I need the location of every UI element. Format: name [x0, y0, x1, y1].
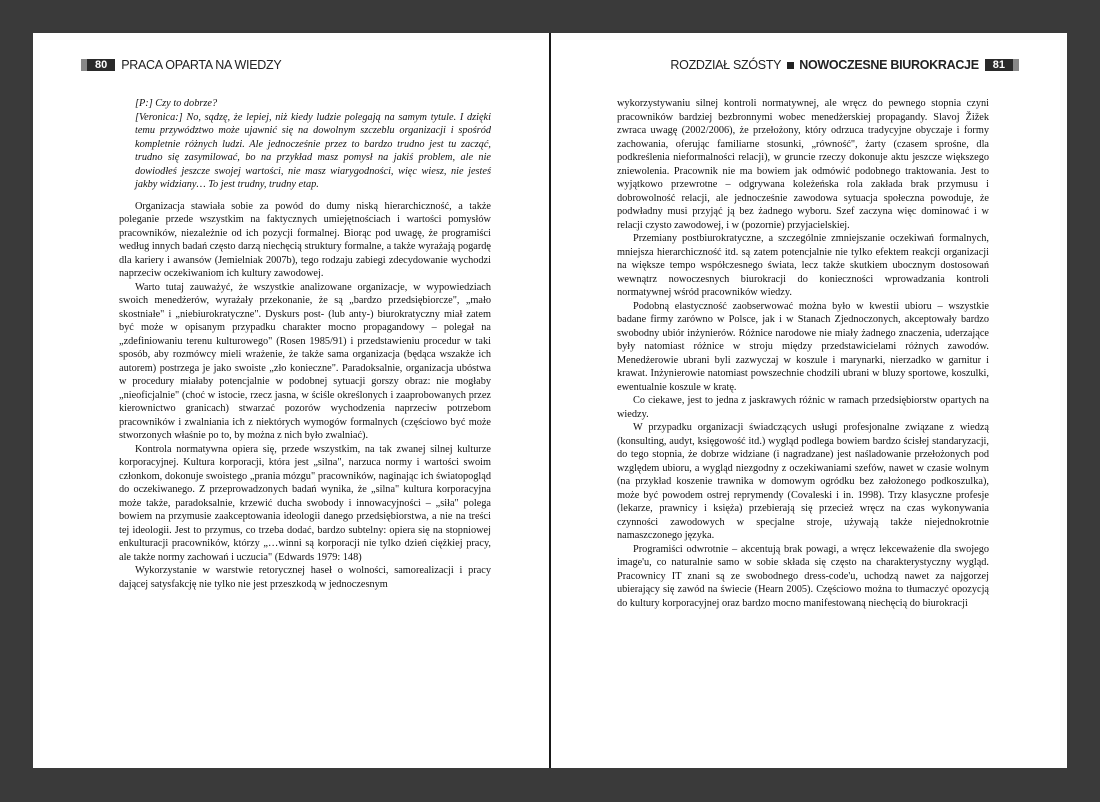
separator-square-icon	[787, 62, 794, 69]
paragraph: Organizacja stawiała sobie za powód do dumy niską hierarchiczność, a także poleganie przede wszystkim na faktycznych umiejętnościach i wartości pomysłów pracowników, niezależnie od ich pozycji formalnej. Biorąc pod uwagę, że programiści według innych badań często darzą niechęcią struktury formalne, a także wyrażają pogardę dla kariery i awansów (Jemielniak 2007b), tego rodzaju zabiegi zdecydowanie wychodzi naprzeciw oczekiwaniom ich kultury zawodowej.	[119, 200, 491, 279]
page-number-bar	[1013, 59, 1019, 71]
left-page	[33, 33, 549, 768]
quote-line: [P:] Czy to dobrze?	[135, 98, 218, 109]
right-page-body	[617, 97, 989, 610]
paragraph: Kontrola normatywna opiera się, przede wszystkim, na tak zwanej silnej kulturze korporacyjnej. Kultura korporacji, która jest „silna", narzuca normy i wartości swoim członkom, dokonuje swoistego „prania mózgu" pracowników, naginając ich światopogląd do oczekiwanego. Z przeprowadzonych badań wynika, że „silna" kultura korporacyjna może także, paradoksalnie, krzewić ducha swobody i innowacyjności – „siła" polega bowiem na przymusie zaakceptowania ideologii danego przedsiębiorstwa, a nie na treści tej ideologii. Jest to przymus, co trzeba dodać, bardzo subtelny: opiera się na stopniowej enkulturacji pracowników, którzy „…winni są korporacji nie tylko dzień ciężkiej pracy, ale także normy zachowań i uczucia" (Edwards 1979: 148)	[119, 443, 491, 563]
left-running-header	[81, 58, 281, 72]
paragraph: Programiści odwrotnie – akcentują brak powagi, a wręcz lekceważenie dla swojego image'u, co naturalnie samo w sobie składa się często na charakterystyczny wygląd. Pracownicy IT znani są ze swobodnego dress-code'u, uchodzą nawet za najgorzej ubierający się zawód na świecie (Hearn 2005). Częściowo można to tłumaczyć opozycją do kultury korporacyjnej oraz bardzo mocno manifestowaną niechęcią do biurokracji	[617, 543, 989, 609]
right-header-chapter: ROZDZIAŁ SZÓSTY	[670, 58, 782, 72]
paragraph: Podobną elastyczność zaobserwować można było w kwestii ubioru – wszystkie badane firmy zarówno w Polsce, jak i w Stanach Zjednoczonych, akceptowały bardzo swobodny ubiór inżynierów. Różnice narodowe nie miały żadnego znaczenia, uderzające były natomiast różnice w stroju między przedstawicielami różnych zawodów. Menedżerowie ubrani byli zazwyczaj w koszule i marynarki, nierzadko w garnitur i krawat. Inżynierowie natomiast powszechnie chodzili ubrani w bluzy sportowe, koszulki, ewentualnie koszule w kratę.	[617, 300, 989, 393]
quote-line: [Veronica:] No, sądzę, że lepiej, niż kiedy ludzie polegają na samym tytule. I dzięki temu przywództwo może ujawnić się na dowolnym szczeblu organizacji i spośród kompletnie różnych ludzi. Ale jednocześnie przez to bardzo trudno jest tu zacząć, trudno się zasymilować, bo na przykład masz pomysł na jakiś problem, ale nie dowiodłeś jeszcze swojej wartości, nie masz wiarygodności, więc wiesz, nie jesteś jakby widziany… To jest trudny, trudny etap.	[135, 111, 491, 190]
paragraph: Co ciekawe, jest to jedna z jaskrawych różnic w ramach przedsiębiorstw opartych na wiedzy.	[617, 395, 989, 420]
paragraph: Wykorzystanie w warstwie retorycznej haseł o wolności, samorealizacji i pracy dającej satysfakcję nie tylko nie jest przeszkodą w jednoczesnym	[119, 565, 491, 590]
right-page-number: 81	[985, 59, 1013, 71]
left-page-body	[119, 97, 491, 591]
right-header-title: NOWOCZESNE BIUROKRACJE	[799, 58, 979, 72]
left-header-title: PRACA OPARTA NA WIEDZY	[121, 58, 282, 72]
paragraph: W przypadku organizacji świadczących usługi profesjonalne związane z wiedzą (konsulting, audyt, księgowość itd.) wygląd podlega bowiem bardzo ścisłej standaryzacji, do tego stopnia, że dobrze widziane (i nagradzane) jest naśladowanie przełożonych pod względem ubioru, a wygląd niezgodny z oczekiwaniami szefów, nawet w czasie wolnym (na przykład koszenie trawnika w domowym ogródku bez założonego podkoszulka), może być powodem ostrej reprymendy (Covaleski i in. 1998). Trzy klasyczne profesje (lekarze, prawnicy i księża) przebierają się przecież wręcz na czas wykonywania czynności zawodowych w specjalne stroje, używają także niejednokrotnie namaszczonego języka.	[617, 422, 989, 541]
interview-quote	[119, 97, 491, 192]
left-page-number: 80	[87, 59, 115, 71]
paragraph: wykorzystywaniu silnej kontroli normatywnej, ale wręcz do pewnego stopnia czyni pracowników bardziej bezbronnymi wobec menedżerskiej propagandy. Slavoj Žižek zwraca uwagę (2002/2006), że przełożony, który odrzuca tradycyjne obyczaje i formy zachowania, oferując familiarne stosunki, „równość", żarty (czasem sprośne, dla podkreślenia nieformalności relacji), w gruncie rzeczy dokonuje aktu jeszcze większego zniewolenia. Pracownik nie ma bowiem jak odmówić podobnego traktowania. Jest to wyjątkowo przewrotne – odgrywana koleżeńska rola zakłada brak przymusu i dobrowolność relacji, ale jednocześnie zawodowa sytuacja społeczna powoduje, że podwładny musi przyjąć ją bez żadnego wyboru. Szef zaczyna więc dominować i w relacji czysto zawodowej, i w (pozornie) przyjacielskiej.	[617, 98, 989, 231]
right-page	[551, 33, 1067, 768]
paragraph: Przemiany postbiurokratyczne, a szczególnie zmniejszanie oczekiwań formalnych, mniejsza hierarchiczność itd. są zatem potencjalnie nie tylko efektem reakcji organizacji na większe tempo współczesnego świata, lecz także skutkiem ubocznym dostosowań wewnątrz nowoczesnych biurokracji do konieczności wprowadzania kontroli normatywnej wśród pracowników wiedzy.	[617, 233, 989, 298]
right-running-header	[670, 58, 1019, 72]
paragraph: Warto tutaj zauważyć, że wszystkie analizowane organizacje, w wypowiedziach swoich menedżerów, wyrażały przekonanie, że są „bardzo przedsiębiorcze", „mało skostniałe" i „niebiurokratyczne". Dyskurs post- (lub anty-) biurokratyczny miał zatem być może w opisanym przypadku charakter mocno propagandowy – polegał na „zdefiniowaniu terenu kulturowego" (Rosen 1985/91) i przedstawieniu procedur w taki sposób, aby rozmówcy mieli wrażenie, że także sama organizacja (będąca wszakże ich autorem) postrzega je jako swoiste „zło konieczne". Paradoksalnie, organizacja ubóstwa w procedury miałaby potencjalnie w podobnej sytuacji gorszy obraz: nie mogłaby „nieoficjalnie" (choć w istocie, rzecz jasna, w ściśle określonych i zaaprobowanych przez kierownictwo granicach) stwarzać pozorów wychodzenia naprzeciw potrzebom pracowników i zwalniania ich z niektórych wymogów formalnych (częściowo być może stworzonych właśnie po to, by można z nich było zwalniać).	[119, 281, 491, 441]
